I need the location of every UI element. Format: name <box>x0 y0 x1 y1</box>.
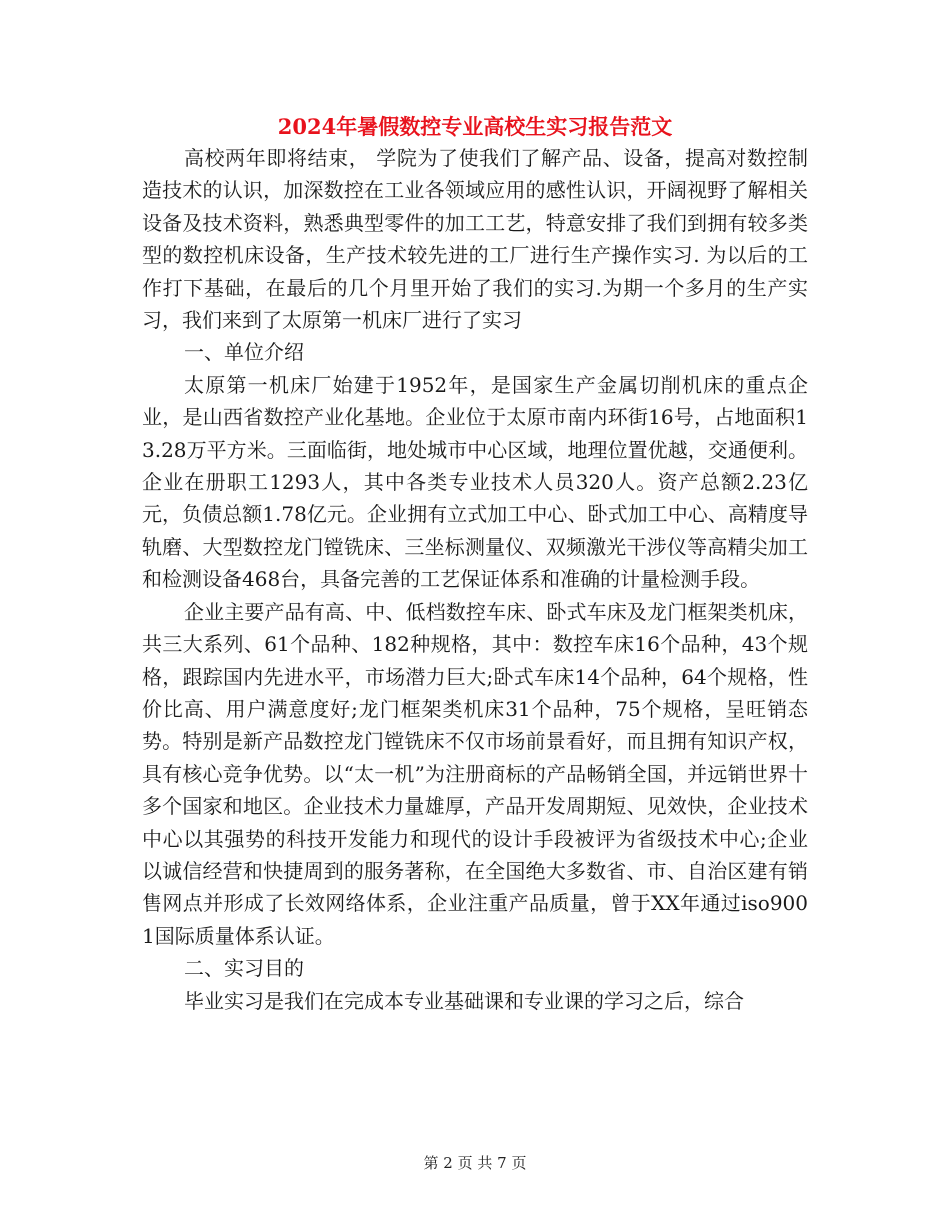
paragraph-purpose: 毕业实习是我们在完成本专业基础课和专业课的学习之后，综合 <box>184 988 744 1013</box>
section-heading-internship-purpose: 二、实习目的 <box>184 956 304 981</box>
paragraph-products: 企业主要产品有高、中、低档数控车床、卧式车床及龙门框架类机床，共三大系列、61个品种、182种规格，其中：数控车床16个品种，43个规格，跟踪国内先进水平，市场潜力巨大;卧式车床14个品种，64个规格，性价比高、用户满意度好;龙门框架类机床31个品种，75个规格，呈旺销态势。特别是新产品数控龙门镗铣床不仅市场前景看好，而且拥有知识产权，具有核心竞争优势。以“太一机”为注册商标的产品畅销全国，并远销世界十多个国家和地区。企业技术力量雄厚，产品开发周期短、见效快，企业技术中心以其强势的科技开发能力和现代的设计手段被评为省级技术中心;企业以诚信经营和快捷周到的服务著称，在全国绝大多数省、市、自治区建有销售网点并形成了长效网络体系，企业注重产品质量，曾于XX年通过iso9001国际质量体系认证。 <box>142 599 808 948</box>
document-title: 2024年暑假数控专业高校生实习报告范文 <box>277 114 673 139</box>
document-body <box>142 142 808 1017</box>
page-footer: 第 2 页 共 7 页 <box>423 1154 527 1172</box>
section-heading-unit-intro: 一、单位介绍 <box>184 340 304 365</box>
paragraph-company-overview: 太原第一机床厂始建于1952年，是国家生产金属切削机床的重点企业，是山西省数控产业化基地。企业位于太原市南内环街16号，占地面积13.28万平方米。三面临街，地处城市中心区域，地理位置优越，交通便利。企业在册职工1293人，其中各类专业技术人员320人。资产总额2.23亿元，负债总额1.78亿元。企业拥有立式加工中心、卧式加工中心、高精度导轨磨、大型数控龙门镗铣床、三坐标测量仪、双频激光干涉仪等高精尖加工和检测设备468台，具备完善的工艺保证体系和准确的计量检测手段。 <box>142 372 808 592</box>
paragraph-intro: 高校两年即将结束， 学院为了使我们了解产品、设备，提高对数控制造技术的认识，加深数控在工业各领域应用的感性认识，开阔视野了解相关设备及技术资料，熟悉典型零件的加工工艺，特意安排了我们到拥有较多类型的数控机床设备，生产技术较先进的工厂进行生产操作实习. 为以后的工作打下基础，在最后的几个月里开始了我们的实习.为期一个多月的生产实习，我们来到了太原第一机床厂进行了实习 <box>142 146 808 333</box>
